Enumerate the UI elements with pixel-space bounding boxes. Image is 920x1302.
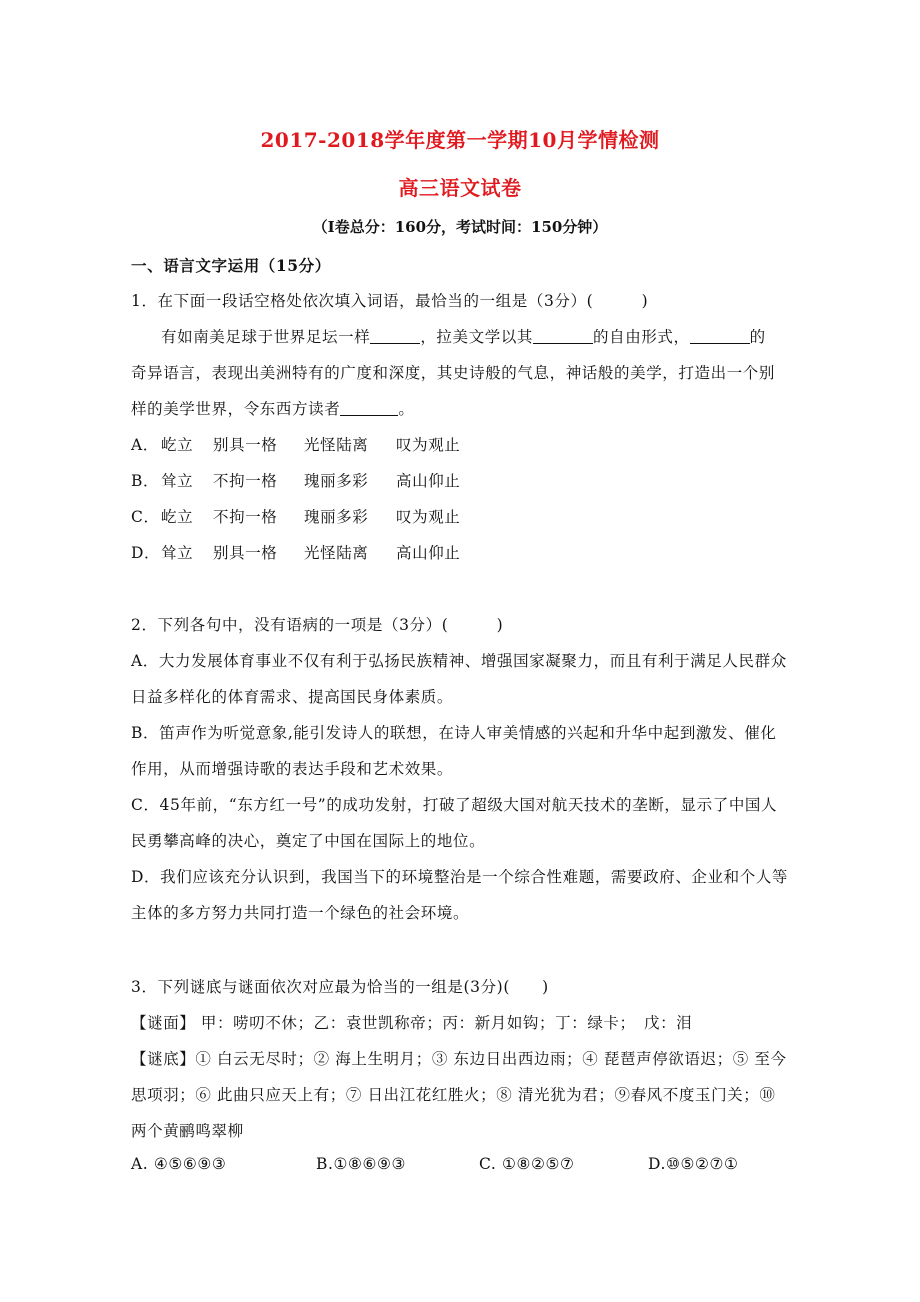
exam-subtitle: 高三语文试卷 — [398, 176, 522, 200]
q2-stem: 2．下列各句中，没有语病的一项是（3分）( ) — [131, 616, 504, 634]
blank-3[interactable] — [690, 329, 750, 344]
q1-stem: 1．在下面一段话空格处依次填入词语，最恰当的一组是（3分）( ) — [131, 292, 649, 310]
q3-option-c[interactable]: C. ①⑧②⑤⑦ — [479, 1155, 575, 1173]
q1-passage-text-f: 。 — [398, 400, 415, 418]
q2-option-a-line-1[interactable]: A．大力发展体育事业不仅有利于弘扬民族精神、增强国家凝聚力，而且有利于满足人民群众 — [131, 652, 787, 670]
option-word: 耸立 — [161, 472, 194, 490]
option-label: C． — [131, 508, 160, 526]
q3-options — [131, 1155, 738, 1173]
q3-answers-line-1: 【谜底】① 白云无尽时；② 海上生明月；③ 东边日出西边雨；④ 琵琶声停欲语迟；⑤ 至今 — [131, 1050, 787, 1068]
option-word: 屹立 — [161, 508, 194, 526]
q1-option-a[interactable] — [131, 433, 460, 455]
blank-1[interactable] — [370, 329, 420, 344]
option-word: 不拘一格 — [213, 472, 278, 490]
q3-option-a[interactable]: A. ④⑤⑥⑨③ — [131, 1155, 227, 1173]
option-word: 叹为观止 — [396, 508, 461, 526]
q3-riddles: 【谜面】 甲：唠叨不休；乙：袁世凯称帝；丙：新月如钩；丁：绿卡； 戊：泪 — [131, 1014, 693, 1032]
option-word: 光怪陆离 — [304, 436, 369, 454]
section-heading: 一、语言文字运用（15分） — [131, 256, 331, 275]
q1-option-c[interactable] — [131, 505, 460, 527]
q3-stem: 3．下列谜底与谜面依次对应最为恰当的一组是(3分)( ) — [131, 978, 549, 996]
option-word: 耸立 — [161, 544, 194, 562]
blank-4[interactable] — [340, 401, 398, 416]
q2-option-a-line-2[interactable]: 日益多样化的体育需求、提高国民身体素质。 — [131, 688, 454, 706]
option-word: 高山仰止 — [396, 472, 461, 490]
q2-option-c-line-1[interactable]: C．45年前，“东方红一号”的成功发射，打破了超级大国对航天技术的垄断，显示了中国人 — [131, 796, 778, 814]
option-label: B． — [131, 472, 160, 490]
q1-option-d[interactable] — [131, 541, 460, 563]
q1-passage-text-c: 的自由形式， — [593, 328, 690, 346]
option-word: 瑰丽多彩 — [304, 508, 369, 526]
q2-option-d-line-2[interactable]: 主体的多方努力共同打造一个绿色的社会环境。 — [131, 904, 470, 922]
q1-option-b[interactable] — [131, 469, 460, 491]
q2-option-b-line-1[interactable]: B．笛声作为听觉意象,能引发诗人的联想，在诗人审美情感的兴起和升华中起到激发、催化 — [131, 724, 777, 742]
option-word: 别具一格 — [213, 544, 278, 562]
q2-option-d-line-1[interactable]: D．我们应该充分认识到，我国当下的环境整治是一个综合性难题，需要政府、企业和个人等 — [131, 868, 789, 886]
option-word: 瑰丽多彩 — [304, 472, 369, 490]
option-word: 叹为观止 — [396, 436, 461, 454]
q1-passage-text-d: 的 — [749, 328, 766, 346]
q1-passage-text-b: ，拉美文学以其 — [420, 328, 534, 346]
q1-passage-text-e: 样的美学世界，令东西方读者 — [131, 400, 341, 418]
blank-2[interactable] — [533, 329, 593, 344]
q3-option-b[interactable]: B.①⑧⑥⑨③ — [316, 1155, 406, 1173]
q2-option-b-line-2[interactable]: 作用，从而增强诗歌的表达手段和艺术效果。 — [131, 760, 454, 778]
q1-passage-line-3 — [131, 397, 414, 419]
q3-answers-line-3: 两个黄鹂鸣翠柳 — [131, 1122, 244, 1140]
option-word: 高山仰止 — [396, 544, 461, 562]
option-word: 不拘一格 — [213, 508, 278, 526]
option-label: A． — [131, 436, 159, 454]
q1-passage-line-1 — [161, 325, 766, 347]
option-word: 别具一格 — [213, 436, 278, 454]
option-word: 光怪陆离 — [304, 544, 369, 562]
option-word: 屹立 — [161, 436, 194, 454]
q1-passage-text-a: 有如南美足球于世界足坛一样 — [161, 328, 371, 346]
q1-passage-line-2: 奇异语言，表现出美洲特有的广度和深度，其史诗般的气息，神话般的美学，打造出一个别 — [131, 364, 776, 382]
q2-option-c-line-2[interactable]: 民勇攀高峰的决心，奠定了中国在国际上的地位。 — [131, 832, 486, 850]
option-label: D． — [131, 544, 161, 562]
exam-info: （Ⅰ卷总分：160分，考试时间：150分钟） — [312, 218, 608, 236]
exam-title: 2017-2018学年度第一学期10月学情检测 — [260, 128, 660, 152]
q3-answers-line-2: 思项羽；⑥ 此曲只应天上有；⑦ 日出江花红胜火；⑧ 清光犹为君；⑨春风不度玉门关；⑩ — [131, 1086, 776, 1104]
q3-option-d[interactable]: D.⑩⑤②⑦① — [648, 1155, 739, 1173]
